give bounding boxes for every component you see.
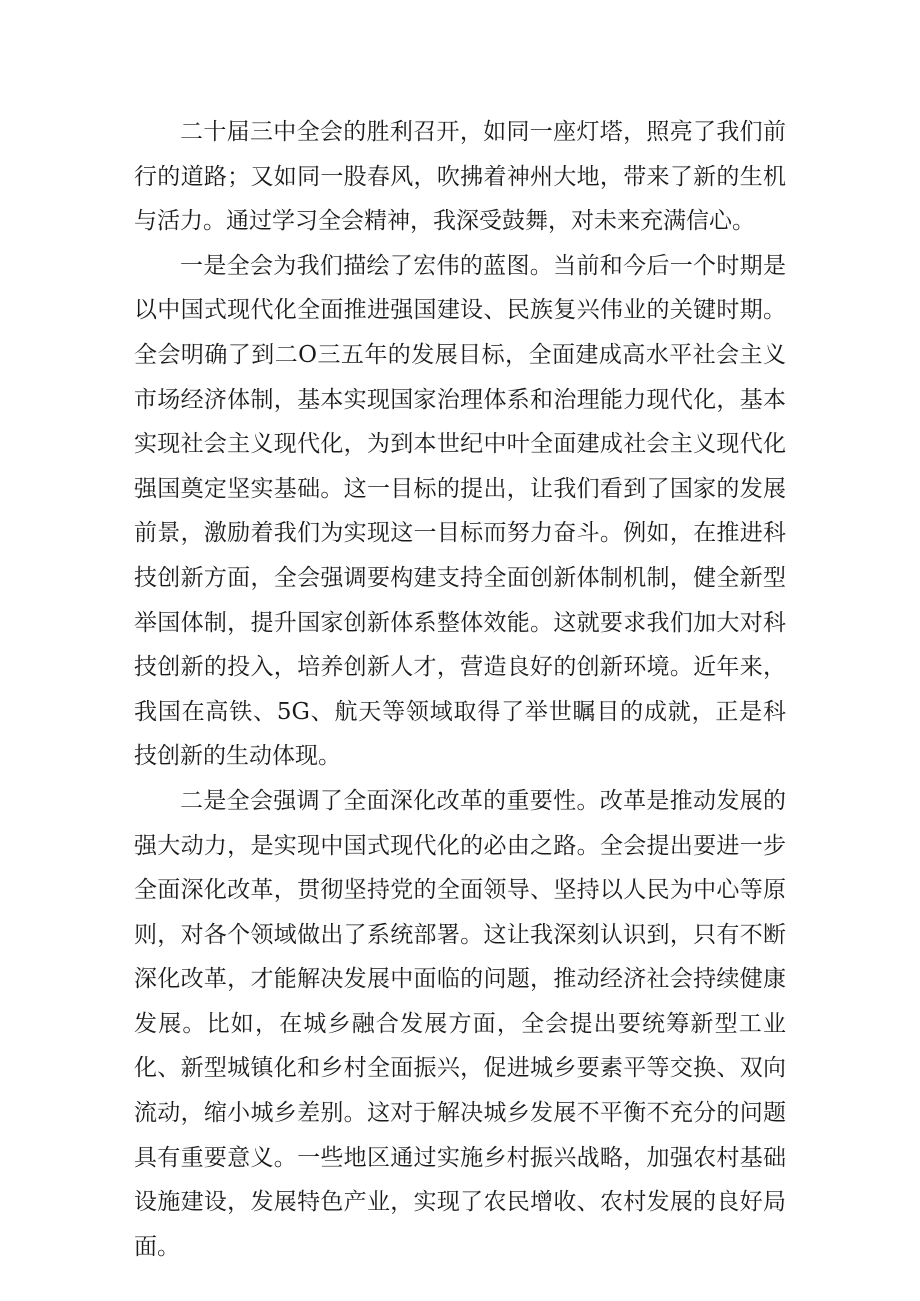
paragraph-point-one: 一是全会为我们描绘了宏伟的蓝图。当前和今后一个时期是以中国式现代化全面推进强国建设、民族复兴伟业的关键时期。全会明确了到二O三五年的发展目标，全面建成高水平社会主义市场经济体制，基本实现国家治理体系和治理能力现代化，基本实现社会主义现代化，为到本世纪中叶全面建成社会主义现代化强国奠定坚实基础。这一目标的提出，让我们看到了国家的发展前景，激励着我们为实现这一目标而努力奋斗。例如，在推进科技创新方面，全会强调要构建支持全面创新体制机制，健全新型举国体制，提升国家创新体系整体效能。这就要求我们加大对科技创新的投入，培养创新人才，营造良好的创新环境。近年来，我国在高铁、5G、航天等领域取得了举世瞩目的成就，正是科技创新的生动体现。 bbox=[134, 252, 786, 770]
paragraph-point-two: 二是全会强调了全面深化改革的重要性。改革是推动发展的强大动力，是实现中国式现代化的必由之路。全会提出要进一步全面深化改革，贯彻坚持党的全面领导、坚持以人民为中心等原则，对各个领域做出了系统部署。这让我深刻认识到，只有不断深化改革，才能解决发展中面临的问题，推动经济社会持续健康发展。比如，在城乡融合发展方面，全会提出要统筹新型工业化、新型城镇化和乡村全面振兴，促进城乡要素平等交换、双向流动，缩小城乡差别。这对于解决城乡发展不平衡不充分的问题具有重要意义。一些地区通过实施乡村振兴战略，加强农村基础设施建设，发展特色产业，实现了农民增收、农村发展的良好局面。 bbox=[134, 787, 786, 1260]
document-body bbox=[134, 110, 786, 1269]
paragraph-intro: 二十届三中全会的胜利召开，如同一座灯塔，照亮了我们前行的道路；又如同一股春风，吹拂着神州大地，带来了新的生机与活力。通过学习全会精神，我深受鼓舞，对未来充满信心。 bbox=[134, 119, 786, 235]
